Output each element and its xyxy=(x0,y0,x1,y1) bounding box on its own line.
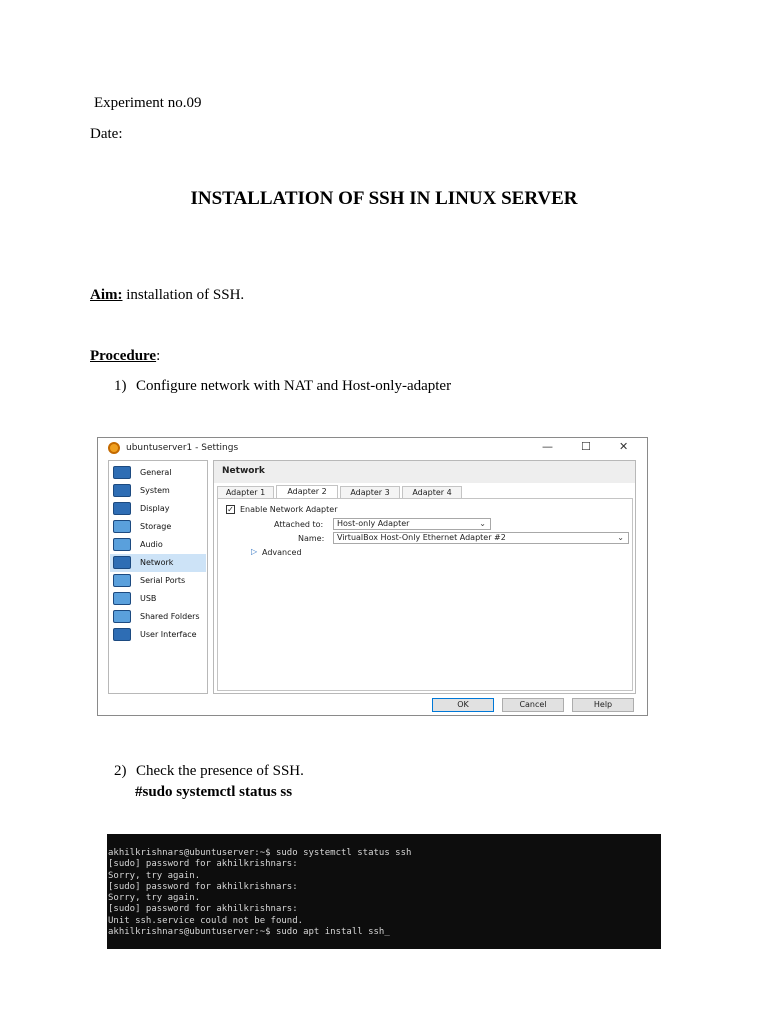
step-1-text: Configure network with NAT and Host-only-adapter xyxy=(136,378,452,394)
step-1-number: 1) xyxy=(114,378,127,394)
advanced-toggle[interactable]: Advanced xyxy=(262,548,302,557)
ok-button[interactable]: OK xyxy=(432,698,494,712)
close-button[interactable]: ✕ xyxy=(619,440,629,453)
aim-label: Aim: xyxy=(90,287,123,303)
help-button[interactable]: Help xyxy=(572,698,634,712)
chevron-down-icon: ⌄ xyxy=(479,519,486,528)
tab-adapter-4[interactable]: Adapter 4 xyxy=(402,486,462,499)
tab-adapter-1[interactable]: Adapter 1 xyxy=(217,486,274,499)
document-title: INSTALLATION OF SSH IN LINUX SERVER xyxy=(190,188,578,209)
section-header xyxy=(214,461,635,483)
sidebar-item-label: Storage xyxy=(140,522,172,531)
virtualbox-logo-icon xyxy=(108,442,120,454)
sidebar-item-shared-folders[interactable] xyxy=(110,608,206,626)
attached-to-select[interactable] xyxy=(333,518,491,530)
terminal-line: Sorry, try again. xyxy=(108,893,201,904)
step-2-text: Check the presence of SSH. xyxy=(136,763,304,779)
step-2 xyxy=(114,762,304,780)
procedure-heading xyxy=(90,347,160,365)
sidebar-item-network[interactable] xyxy=(110,554,206,572)
adapter-tab-page xyxy=(217,498,633,691)
general-icon xyxy=(113,466,131,479)
aim-line xyxy=(90,286,244,304)
name-label: Name: xyxy=(298,534,325,543)
sidebar-item-label: Serial Ports xyxy=(140,576,186,585)
step-2-command: #sudo systemctl status ss xyxy=(135,784,293,800)
section-heading: Network xyxy=(222,466,265,476)
sidebar-item-system[interactable] xyxy=(110,482,206,500)
sidebar-item-display[interactable] xyxy=(110,500,206,518)
cancel-button[interactable]: Cancel xyxy=(502,698,564,712)
minimize-button[interactable]: — xyxy=(542,440,553,453)
sidebar-item-label: Network xyxy=(140,558,174,567)
shared-folders-icon xyxy=(113,610,131,623)
usb-icon xyxy=(113,592,131,605)
sidebar-item-label: USB xyxy=(140,594,157,603)
sidebar-item-audio[interactable] xyxy=(110,536,206,554)
user-interface-icon xyxy=(113,628,131,641)
window-titlebar xyxy=(98,438,647,458)
adapter-name-select[interactable] xyxy=(333,532,629,544)
procedure-label: Procedure xyxy=(90,348,157,364)
attached-to-label: Attached to: xyxy=(274,520,324,529)
display-icon xyxy=(113,502,131,515)
window-title: ubuntuserver1 - Settings xyxy=(126,443,239,453)
sidebar-item-label: General xyxy=(140,468,172,477)
sidebar-item-label: System xyxy=(140,486,170,495)
adapter-name-value: VirtualBox Host-Only Ethernet Adapter #2 xyxy=(337,533,506,542)
sidebar-item-serial-ports[interactable] xyxy=(110,572,206,590)
network-icon xyxy=(113,556,131,569)
terminal-line: [sudo] password for akhilkrishnars: xyxy=(108,881,298,892)
enable-adapter-checkbox[interactable]: ✓ xyxy=(227,505,234,514)
procedure-colon: : xyxy=(156,348,161,364)
terminal-line: akhilkrishnars@ubuntuserver:~$ sudo apt install ssh_ xyxy=(108,927,390,938)
sidebar-item-usb[interactable] xyxy=(110,590,206,608)
settings-main-panel xyxy=(213,460,636,694)
system-icon xyxy=(113,484,131,497)
attached-to-value: Host-only Adapter xyxy=(337,519,410,528)
step-2-number: 2) xyxy=(114,763,127,779)
aim-text: installation of SSH. xyxy=(122,287,245,303)
sidebar-item-storage[interactable] xyxy=(110,518,206,536)
date-label: Date: xyxy=(90,126,123,142)
sidebar-item-general[interactable] xyxy=(110,464,206,482)
storage-icon xyxy=(113,520,131,533)
settings-sidebar xyxy=(108,460,208,694)
virtualbox-settings-screenshot xyxy=(97,437,648,716)
sidebar-item-label: Audio xyxy=(140,540,163,549)
terminal-line: akhilkrishnars@ubuntuserver:~$ sudo systemctl status ssh xyxy=(108,848,412,858)
terminal-line: Unit ssh.service could not be found. xyxy=(108,915,304,926)
enable-adapter-label: Enable Network Adapter xyxy=(240,505,338,514)
chevron-down-icon: ⌄ xyxy=(617,533,624,542)
step-1 xyxy=(114,377,451,395)
serial-ports-icon xyxy=(113,574,131,587)
terminal-line: [sudo] password for akhilkrishnars: xyxy=(108,859,298,870)
expand-arrow-icon[interactable]: ▷ xyxy=(251,547,258,556)
sidebar-item-label: Shared Folders xyxy=(140,612,200,621)
tab-adapter-3[interactable]: Adapter 3 xyxy=(340,486,400,499)
terminal-line: Sorry, try again. xyxy=(108,870,201,881)
sidebar-item-user-interface[interactable] xyxy=(110,626,206,644)
experiment-number: Experiment no.09 xyxy=(94,95,202,111)
sidebar-item-label: Display xyxy=(140,504,170,513)
terminal-screenshot xyxy=(107,834,661,949)
tab-adapter-2[interactable]: Adapter 2 xyxy=(276,485,338,499)
maximize-button[interactable]: ☐ xyxy=(581,440,591,453)
sidebar-item-label: User Interface xyxy=(140,630,197,639)
terminal-line: [sudo] password for akhilkrishnars: xyxy=(108,904,298,915)
audio-icon xyxy=(113,538,131,551)
